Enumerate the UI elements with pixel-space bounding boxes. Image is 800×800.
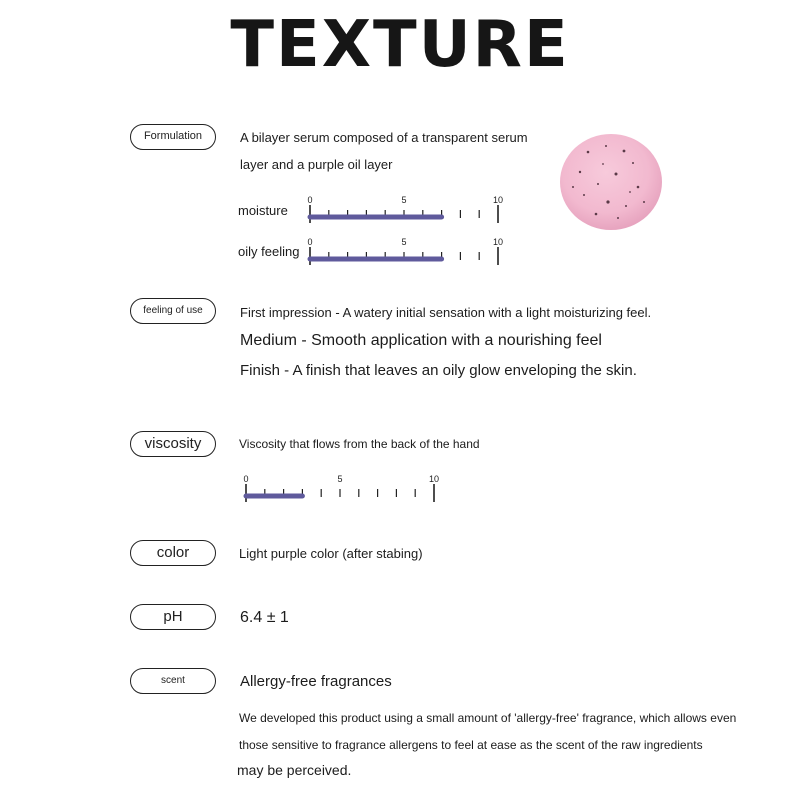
texture-droplet-image <box>558 132 664 232</box>
scale-max-label: 10 <box>492 237 504 247</box>
scent-pill: scent <box>130 668 216 694</box>
viscosity-pill: viscosity <box>130 431 216 457</box>
color-description: Light purple color (after stabing) <box>239 546 423 561</box>
feeling-medium: Medium - Smooth application with a nourishing feel <box>240 332 602 349</box>
scale-mid-label: 5 <box>401 195 407 205</box>
moisture-label: moisture <box>238 203 288 218</box>
scent-body-line3: may be perceived. <box>237 762 352 778</box>
scale-mid-label: 5 <box>337 474 343 484</box>
oily-feeling-scale <box>302 235 512 269</box>
scale-min-label: 0 <box>307 195 313 205</box>
color-pill: color <box>130 540 216 566</box>
scent-body-line1: We developed this product using a small amount of 'allergy-free' fragrance, which allows even <box>239 711 737 725</box>
formulation-line1: A bilayer serum composed of a transparent serum <box>240 130 528 145</box>
ph-value: 6.4 ± 1 <box>240 609 289 626</box>
formulation-line2: layer and a purple oil layer <box>240 157 393 172</box>
scent-headline: Allergy-free fragrances <box>240 673 392 690</box>
scale-min-label: 0 <box>243 474 249 484</box>
scent-body-line2: those sensitive to fragrance allergens to feel at ease as the scent of the raw ingredients <box>239 738 703 752</box>
feeling-finish: Finish - A finish that leaves an oily glow enveloping the skin. <box>240 362 637 379</box>
viscosity-scale <box>238 472 448 506</box>
page-title: TEXTURE <box>230 8 570 82</box>
scale-min-label: 0 <box>307 237 313 247</box>
scale-mid-label: 5 <box>401 237 407 247</box>
ph-pill: pH <box>130 604 216 630</box>
viscosity-description: Viscosity that flows from the back of the hand <box>239 437 480 451</box>
formulation-pill: Formulation <box>130 124 216 150</box>
scale-max-label: 10 <box>492 195 504 205</box>
moisture-scale <box>302 193 512 227</box>
feeling-first-impression: First impression - A watery initial sensation with a light moisturizing feel. <box>240 305 652 320</box>
scale-max-label: 10 <box>428 474 440 484</box>
feeling-of-use-pill: feeling of use <box>130 298 216 324</box>
oily-feeling-label: oily feeling <box>238 244 300 259</box>
